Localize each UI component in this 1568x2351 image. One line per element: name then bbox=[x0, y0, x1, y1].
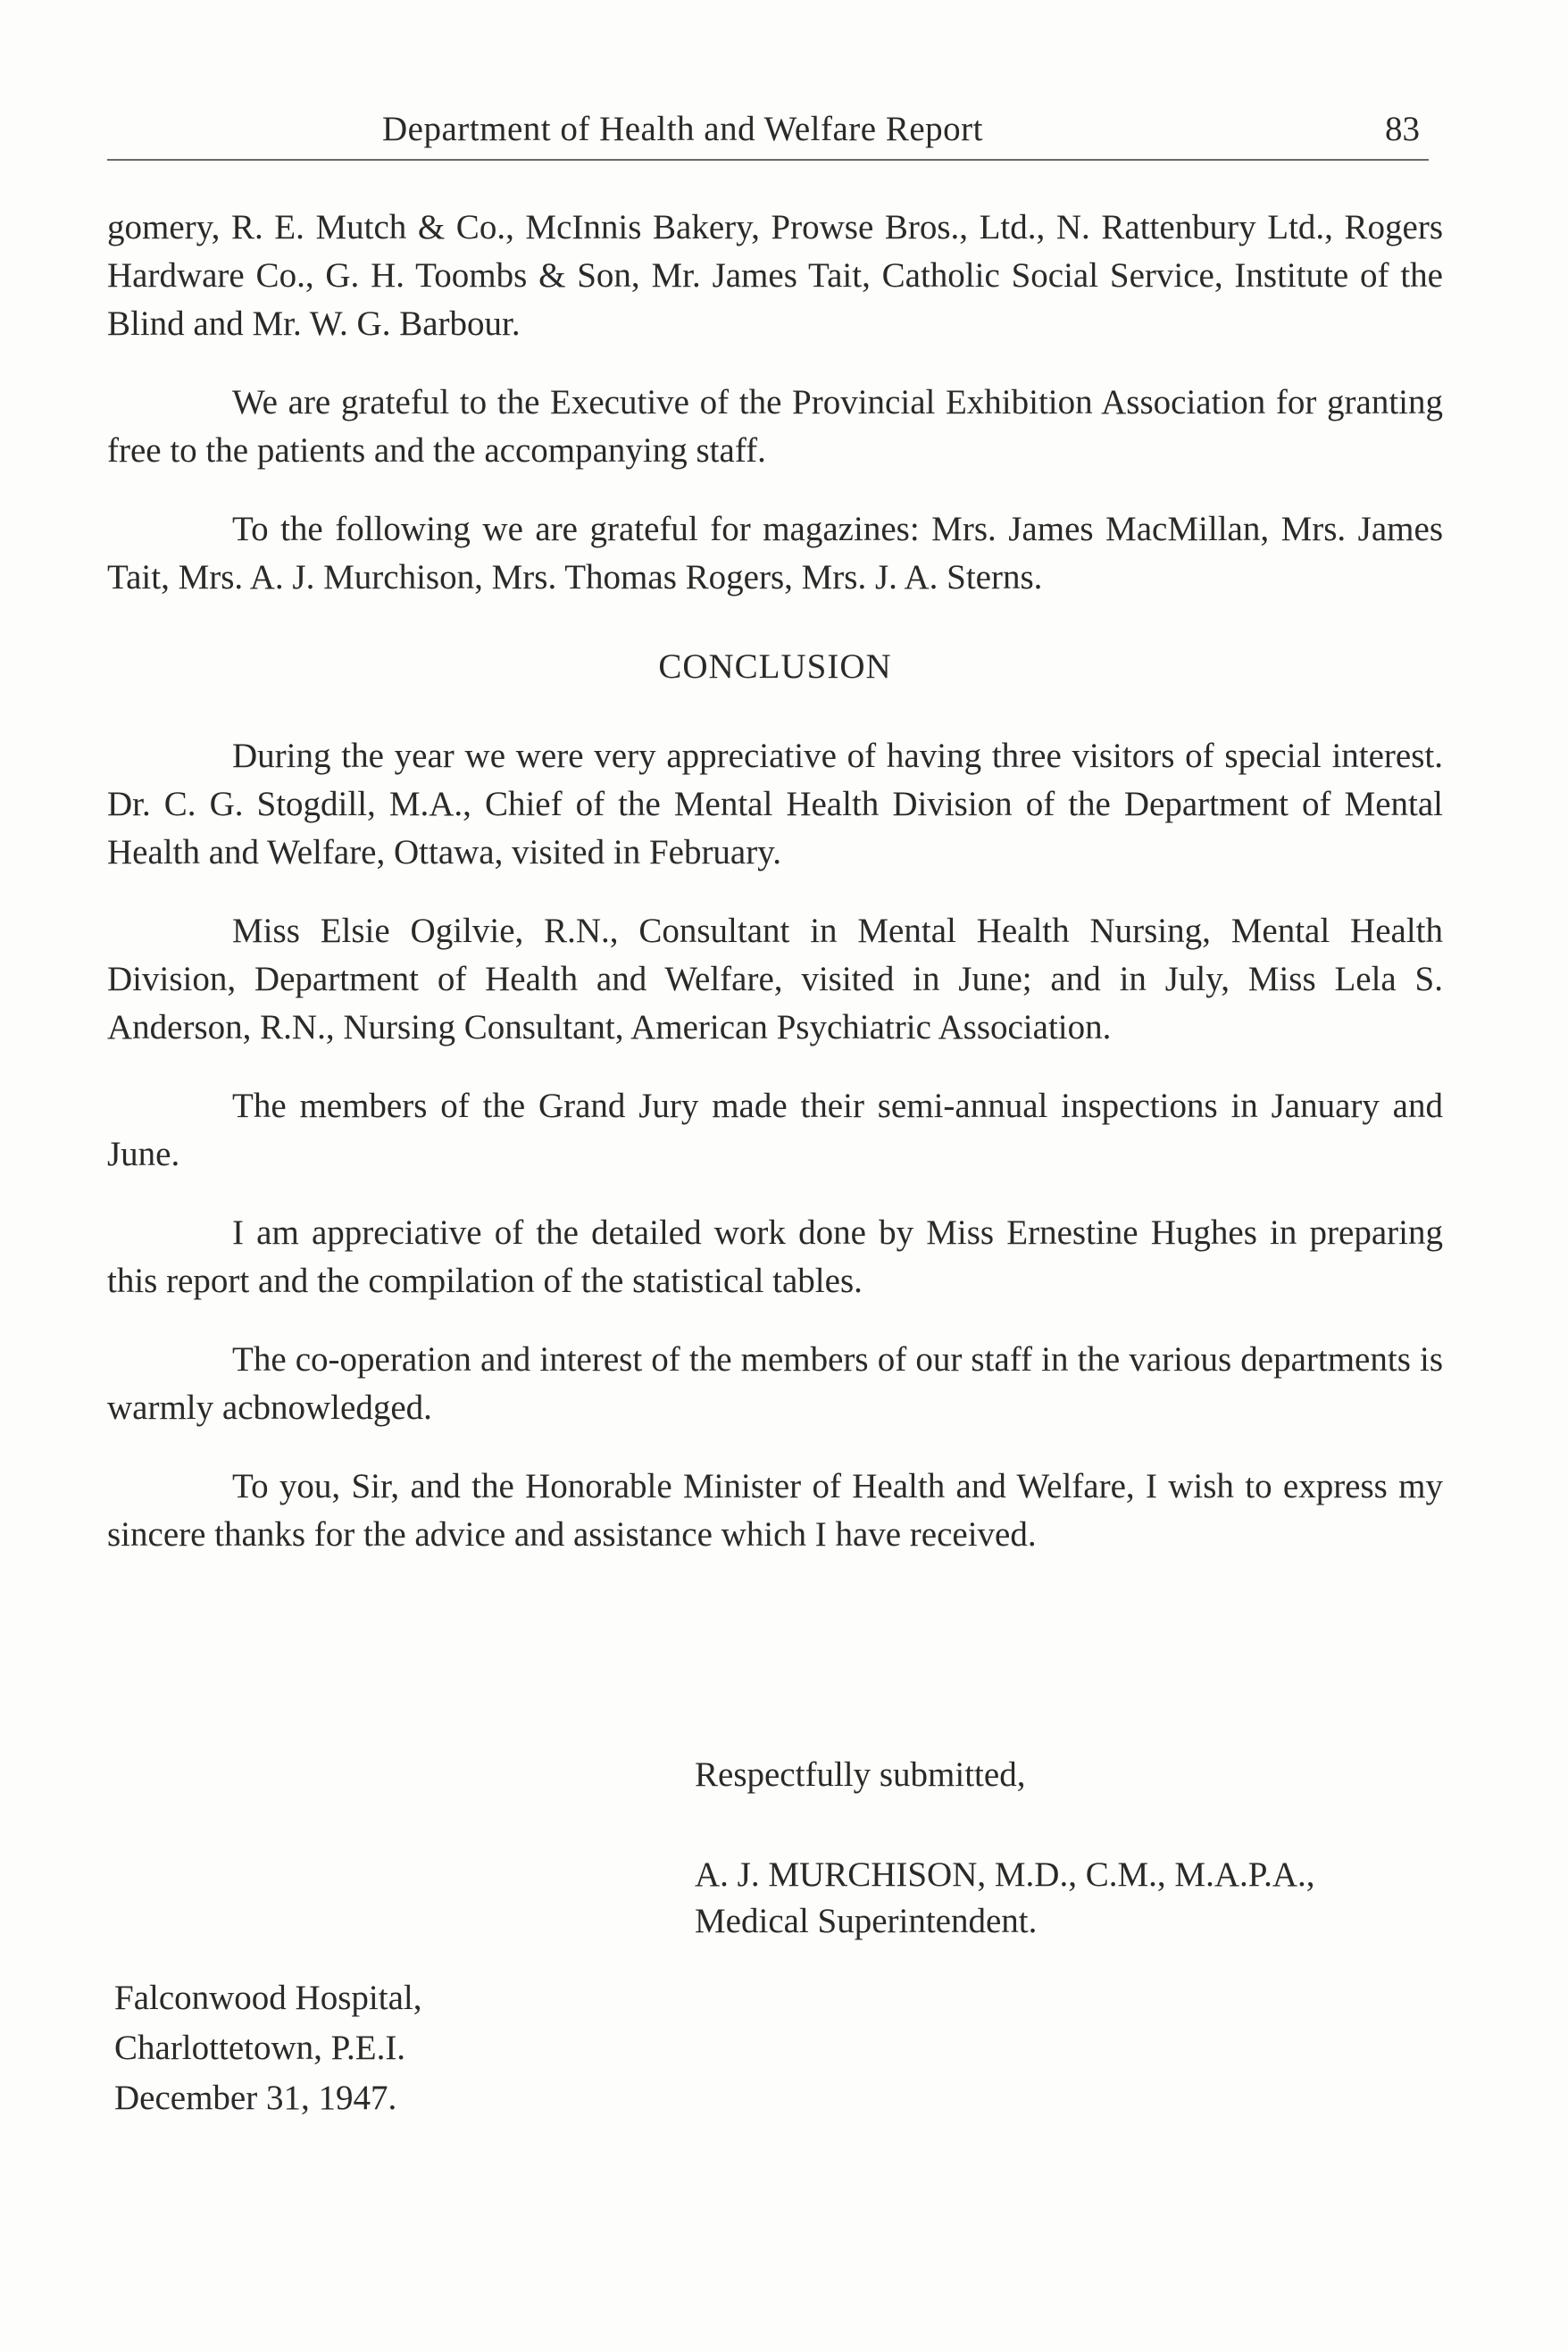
header-title: Department of Health and Welfare Report bbox=[382, 110, 983, 148]
running-header bbox=[107, 105, 1429, 161]
place-line-city: Charlottetown, P.E.I. bbox=[114, 2029, 406, 2067]
salutation-text: Respectfully submitted, bbox=[695, 1755, 1026, 1794]
paragraph-thanks-minister: To you, Sir, and the Honorable Minister of Health and Welfare, I wish to express my sincere thanks for the advice and assistance which I have received. bbox=[107, 1467, 1443, 1554]
date-line: December 31, 1947. bbox=[114, 2079, 397, 2117]
body-text bbox=[107, 204, 1443, 1589]
place-date-block bbox=[114, 1973, 421, 2123]
closing-salutation bbox=[695, 1752, 1025, 1798]
paragraph-grand-jury: The members of the Grand Jury made their semi-annual inspections in January and June. bbox=[107, 1087, 1443, 1173]
page-number: 83 bbox=[1385, 110, 1420, 148]
paragraph-acknowledgement-hughes: I am appreciative of the detailed work done by Miss Ernestine Hughes in preparing this report and the compilation of the statistical tables. bbox=[107, 1213, 1443, 1300]
paragraph-consultants: Miss Elsie Ogilvie, R.N., Consultant in Mental Health Nursing, Mental Health Division, Department of Health and Welfare, visited in June; and in July, Miss Lela S. Anderson, R.N., Nursing Consultant, American Psychiatric Association. bbox=[107, 912, 1443, 1046]
paragraph-visitors: During the year we were very appreciative of having three visitors of special interest. Dr. C. G. Stogdill, M.A., Chief of the Mental Health Division of the Department of Mental Health and Welfare, Ottawa, visited in February. bbox=[107, 737, 1443, 871]
paragraph-magazines: To the following we are grateful for magazines: Mrs. James MacMillan, Mrs. James Tait, Mrs. A. J. Murchison, Mrs. Thomas Rogers, Mrs. J. A. Sterns. bbox=[107, 510, 1443, 596]
section-heading: CONCLUSION bbox=[658, 647, 892, 686]
signer-title: Medical Superintendent. bbox=[695, 1902, 1038, 1940]
paragraph-staff-cooperation: The co-operation and interest of the members of our staff in the various departments is warmly acbnowledged. bbox=[107, 1340, 1443, 1427]
signer-name: A. J. MURCHISON, M.D., C.M., M.A.P.A., bbox=[695, 1855, 1315, 1894]
signature-block bbox=[695, 1852, 1315, 1945]
place-line-hospital: Falconwood Hospital, bbox=[114, 1979, 422, 2017]
paragraph-exhibition: We are grateful to the Executive of the Provincial Exhibition Association for granting free to the patients and the accompanying staff. bbox=[107, 383, 1443, 470]
paragraph-sponsors-continued: gomery, R. E. Mutch & Co., McInnis Bakery, Prowse Bros., Ltd., N. Rattenbury Ltd., Rogers Hardware Co., G. H. Toombs & Son, Mr. James Tait, Catholic Social Service, Institute of the Blind and Mr. W. G. Barbour. bbox=[107, 208, 1443, 343]
